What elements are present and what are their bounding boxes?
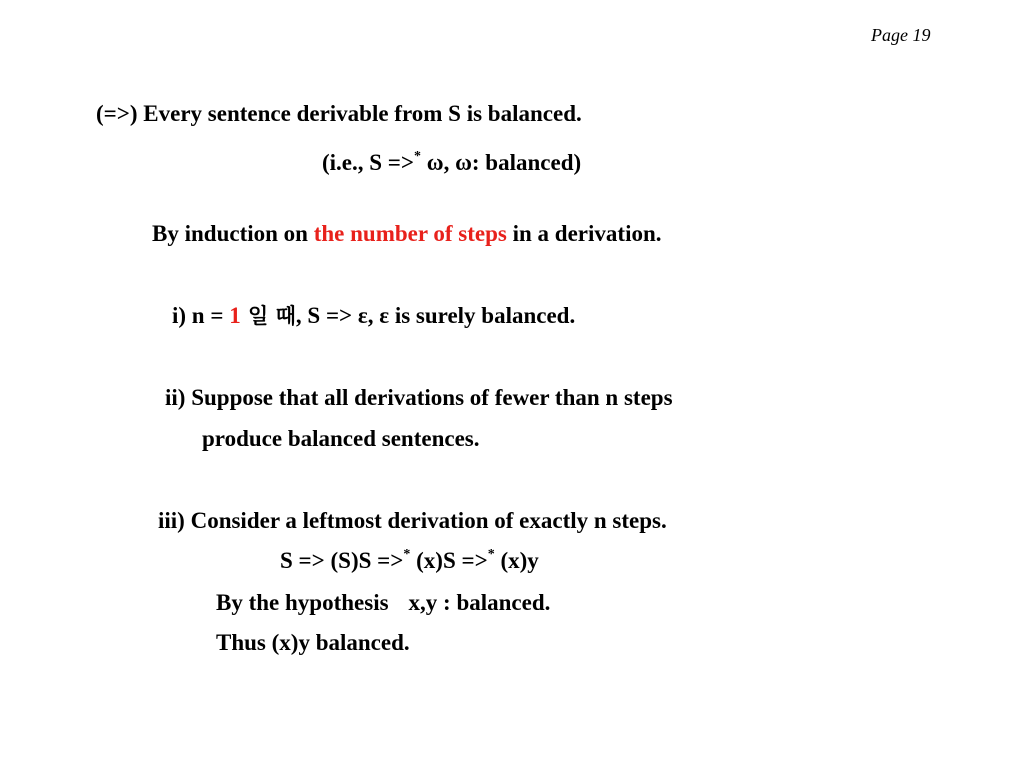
base-case-n: 1: [229, 303, 241, 328]
induction-highlight: the number of steps: [313, 221, 507, 246]
by-hypothesis-b: x,y : balanced.: [408, 590, 551, 615]
ie-line: [322, 148, 581, 178]
derivation-c: (x)y: [494, 548, 539, 573]
kleene-star-2: *: [487, 547, 495, 562]
kleene-star-1: *: [403, 547, 411, 562]
hypothesis-line-1: ii) Suppose that all derivations of fewer than n steps: [165, 385, 673, 410]
kleene-star: *: [414, 149, 422, 164]
induction-line: [152, 219, 662, 249]
base-case-pre: i) n =: [172, 303, 230, 328]
induction-pre: By induction on: [152, 221, 314, 246]
conclusion-line: Thus (x)y balanced.: [216, 630, 410, 655]
ie-rest: ω, ω: balanced): [421, 150, 582, 175]
claim-line: (=>) Every sentence derivable from S is balanced.: [96, 101, 582, 126]
induction-post: in a derivation.: [506, 221, 662, 246]
derivation-b: (x)S =>: [410, 548, 488, 573]
hypothesis-line-2: produce balanced sentences.: [202, 426, 480, 451]
page-number: Page 19: [871, 25, 931, 45]
base-case-line: [172, 301, 575, 331]
ie-open: (i.e., S =>: [322, 150, 415, 175]
derivation-a: S => (S)S =>: [280, 548, 404, 573]
step-case-line: iii) Consider a leftmost derivation of exactly n steps.: [158, 508, 667, 533]
derivation-line: [280, 546, 539, 576]
base-case-korean: 일 때: [240, 304, 296, 328]
by-hypothesis-a: By the hypothesis: [216, 590, 389, 615]
base-case-post: , S => ε, ε is surely balanced.: [295, 303, 576, 328]
by-hypothesis-line: [216, 588, 550, 618]
